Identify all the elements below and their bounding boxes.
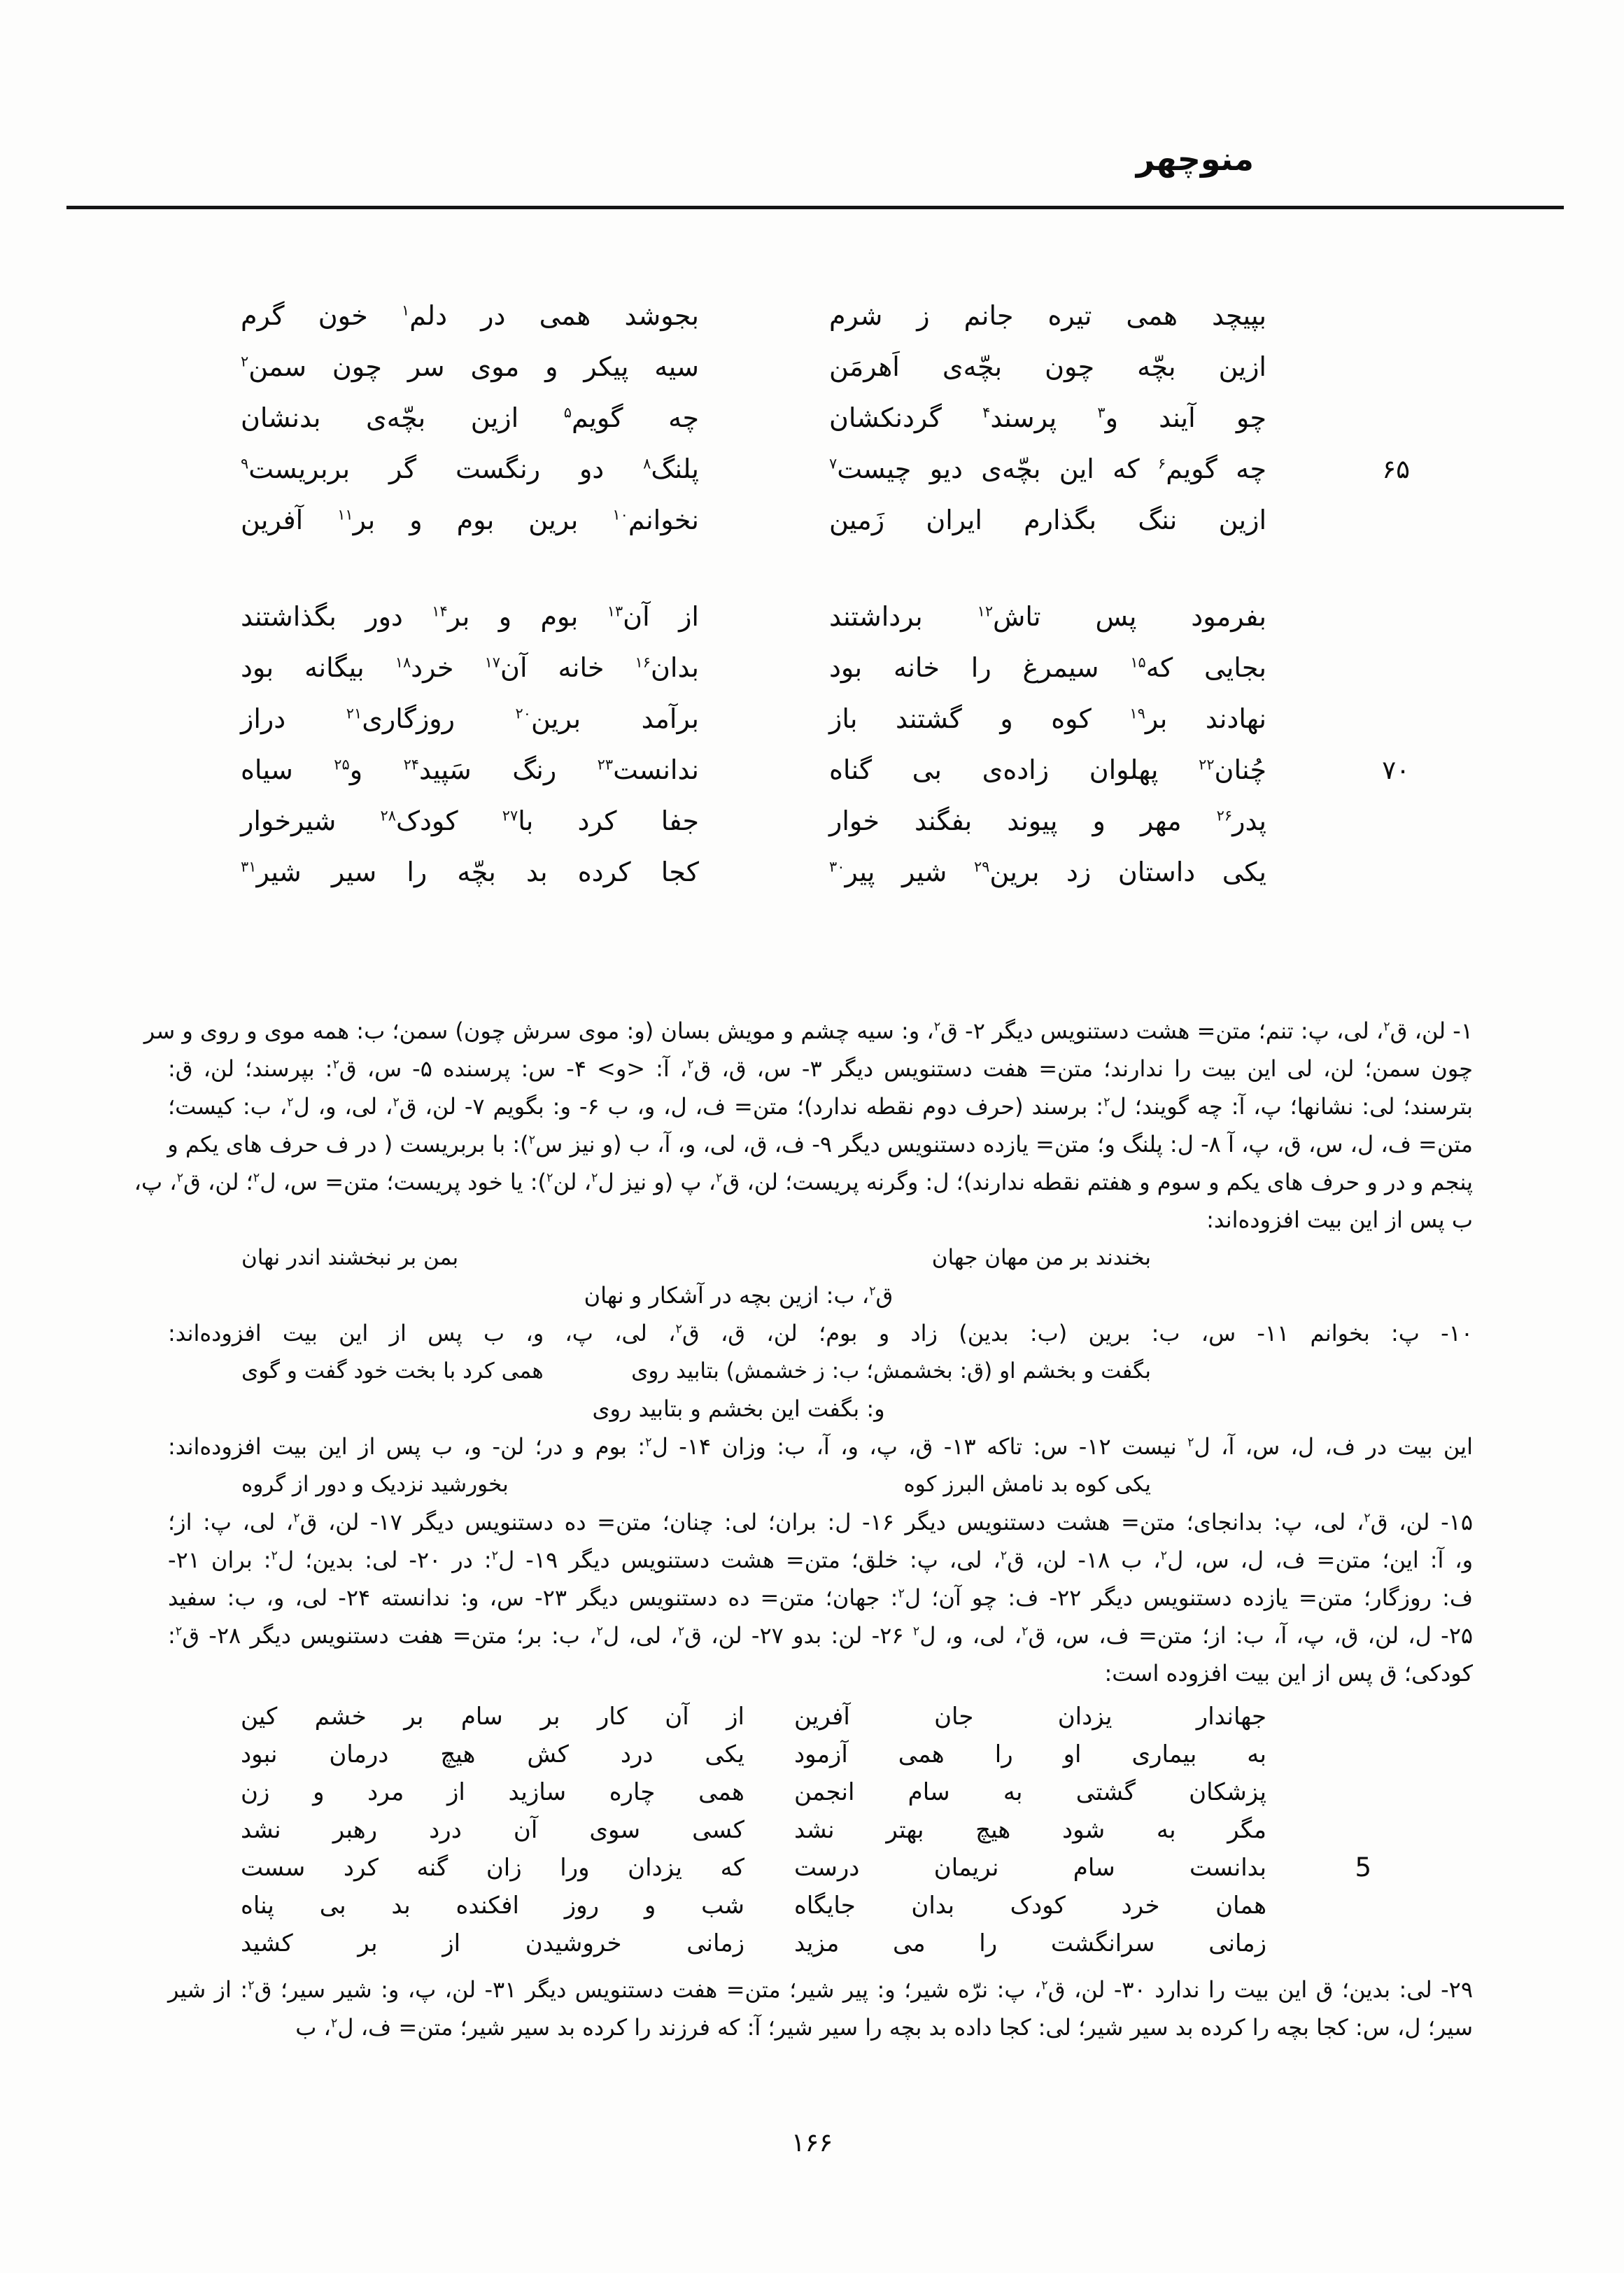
inserted-poem-row bbox=[241, 1924, 1266, 1962]
apparatus-note: ق$^۲$، ب: ازین بچه در آشکار و نهان bbox=[584, 1282, 894, 1309]
hemistich-right: مگر به شود هیچ بهتر نشد bbox=[794, 1816, 1266, 1844]
hemistich-left: که یزدان ورا زان گنه کرد سست bbox=[241, 1854, 744, 1882]
inserted-couplet bbox=[241, 1352, 1151, 1390]
inserted-couplet bbox=[241, 1239, 1151, 1276]
hemistich-left: ندانست$^{۲۳}$ رنگ سَپید$^{۲۴}$ و$^{۲۵}$ سیاه bbox=[241, 754, 699, 785]
hemistich-right: پزشکان گشتی به سام انجمن bbox=[794, 1778, 1266, 1806]
header-rule bbox=[66, 206, 1564, 209]
critical-apparatus bbox=[134, 1012, 1474, 2046]
hemistich-left: نخوانم$^{۱۰}$ برین بوم و بر$^{۱۱}$ آفرین bbox=[241, 505, 699, 535]
inserted-poem bbox=[241, 1698, 1371, 1962]
inserted-hemistich-left: بخورشید نزدیک و دور از گروه bbox=[241, 1472, 509, 1497]
apparatus-line: ۱- لن، ق$^۲$، لی، پ: تنم؛ متن= هشت دستنویس دیگر ۲- ق$^۲$، و: سیه چشم و مویش بسان (و: موی سرش چون) سمن؛ ب: همه موی و روی و سر bbox=[143, 1018, 1473, 1044]
poem-couplet-row bbox=[241, 591, 1266, 642]
page-title: منوچهر bbox=[1136, 140, 1254, 178]
inserted-hemistich-left: بمن بر نبخشند اندر نهان bbox=[241, 1245, 459, 1270]
hemistich-left: از آن کار بر سام بر خشم کین bbox=[241, 1703, 744, 1731]
apparatus-note: و: بگفت این بخشم و بتابید روی bbox=[592, 1395, 885, 1422]
hemistich-right: همان خرد کودک بدان جایگاه bbox=[794, 1892, 1266, 1920]
inserted-poem-row bbox=[241, 1736, 1266, 1773]
apparatus-line: ۲۵- ل، لن، ق، پ، آ، ب: از؛ متن= ف، س، ق$^۲$، لی، و، ل$^۲$ ۲۶- لن: بدو ۲۷- لن، ق$^۲$، لی، ل$^۲$، ب: بر؛ متن= هفت دستنویس دیگر ۲۸- ق$^۲$: bbox=[168, 1622, 1474, 1649]
hemistich-right: بفرمود پس تاش$^{۱۲}$ برداشتند bbox=[829, 601, 1266, 632]
poem-group bbox=[241, 591, 1410, 898]
hemistich-left: پلنگ$^۸$ دو رنگست گر بربریست$^۹$ bbox=[241, 453, 699, 484]
hemistich-left: کسی سوی آن درد رهبر نشد bbox=[241, 1816, 744, 1844]
poem-couplet-row bbox=[241, 290, 1266, 342]
hemistich-right: چه گویم$^۶$ که این بچّه‌ی دیو چیست$^۷$ bbox=[829, 453, 1266, 484]
hemistich-left: جفا کرد با$^{۲۷}$ کودک$^{۲۸}$ شیرخوار bbox=[241, 805, 699, 836]
hemistich-left: برآمد برین$^{۲۰}$ روزگاری$^{۲۱}$ دراز bbox=[241, 703, 699, 734]
apparatus-line: و، آ: این؛ متن= ف، ل، س، ل$^۲$، ب ۱۸- لن، ق$^۲$، لی، پ: خلق؛ متن= هشت دستنویس دیگر ۱۹- ل$^۲$: در ۲۰- لی: بدین؛ ل$^۲$: بران ۲۱- bbox=[168, 1547, 1474, 1573]
hemistich-left: همی چاره سازید از مرد و زن bbox=[241, 1778, 744, 1806]
poem-couplet-row bbox=[241, 642, 1266, 694]
apparatus-line-short: کودکی؛ ق پس از این بیت افزوده است: bbox=[1104, 1660, 1473, 1687]
inserted-hemistich-left: همی کرد با بخت خود گفت و گوی bbox=[241, 1358, 544, 1384]
hemistich-right: چو آیند و$^۳$ پرسند$^۴$ گردنکشان bbox=[829, 402, 1266, 433]
poem-couplet-row bbox=[241, 694, 1266, 745]
hemistich-left: سیه پیکر و موی سر چون سمن$^۲$ bbox=[241, 351, 699, 382]
hemistich-right: بدانست سام نریمان درست bbox=[794, 1854, 1266, 1882]
apparatus-line: چون سمن؛ لن، لی این بیت را ندارند؛ متن= هفت دستنویس دیگر ۳- س، ق، ق$^۲$، آ: <و> ۴- س: پرسنده ۵- س، ق$^۲$: بپرسند؛ لن، ق: bbox=[168, 1055, 1474, 1082]
apparatus-line: ۱۵- لن، ق$^۲$، لی، پ: بدانجای؛ متن= هشت دستنویس دیگر ۱۶- ل: بران؛ لی: چنان؛ متن= ده دستنویس دیگر ۱۷- لن، ق$^۲$، لی، پ: از؛ bbox=[168, 1509, 1474, 1535]
apparatus-line: پنجم و در و حرف های یکم و سوم و هفتم نقطه ندارند)؛ ل: وگرنه پریست؛ لن، ق$^۲$، پ (و نیز ل$^۲$، لن$^۲$): یا خود پریست؛ متن= س، ل$^۲$؛ لن، ق$^۲$، پ، bbox=[134, 1169, 1473, 1195]
hemistich-left: یکی درد کش هیچ درمان نبود bbox=[241, 1740, 744, 1768]
hemistich-right: زمانی سرانگشت را می مزید bbox=[794, 1929, 1266, 1957]
main-poem bbox=[241, 290, 1410, 898]
apparatus-final bbox=[168, 1971, 1473, 2046]
poem-couplet-row bbox=[241, 745, 1410, 796]
inserted-couplet bbox=[241, 1465, 1151, 1503]
verse-number: ۷۰ bbox=[1382, 755, 1410, 785]
hemistich-right: نهادند بر$^{۱۹}$ کوه و گشتند باز bbox=[829, 703, 1266, 734]
hemistich-left: شب و روز افکنده بد بی پناه bbox=[241, 1892, 744, 1920]
inserted-poem-row bbox=[241, 1849, 1371, 1887]
apparatus-line: ف: روزگار؛ متن= یازده دستنویس دیگر ۲۲- ف: چو آن؛ ل$^۲$: جهان؛ متن= ده دستنویس دیگر ۲۳- س، و: ندانسته ۲۴- لی، و، ب: سفید bbox=[168, 1584, 1474, 1611]
hemistich-left: بدان$^{۱۶}$ خانه آن$^{۱۷}$ خرد$^{۱۸}$ بیگانه بود bbox=[241, 652, 699, 683]
apparatus-line: بترسند؛ لی: نشانها؛ پ، آ: چه گویند؛ ل$^۲$: برسند (حرف دوم نقطه ندارد)؛ متن= ف، ل، و، ب ۶- و: بگویم ۷- لن، ق$^۲$، لی، و، ل$^۲$، ب: کیست؛ bbox=[168, 1093, 1474, 1120]
poem-couplet-row bbox=[241, 342, 1266, 393]
hemistich-right: پدر$^{۲۶}$ مهر و پیوند بفگند خوار bbox=[829, 805, 1266, 836]
poem-couplet-row bbox=[241, 847, 1266, 898]
hemistich-right: بپیچد همی تیره جانم ز شرم bbox=[829, 300, 1266, 331]
inserted-poem-row bbox=[241, 1887, 1266, 1924]
verse-number: ۶۵ bbox=[1382, 454, 1410, 484]
hemistich-left: از آن$^{۱۳}$ بوم و بر$^{۱۴}$ دور بگذاشتند bbox=[241, 601, 699, 632]
inserted-poem-row bbox=[241, 1811, 1266, 1849]
poem-couplet-row bbox=[241, 444, 1410, 495]
hemistich-right: چُنان$^{۲۲}$ پهلوان زاده‌ی بی گناه bbox=[829, 754, 1266, 785]
hemistich-left: چه گویم$^۵$ ازین بچّه‌ی بدنشان bbox=[241, 402, 699, 433]
inserted-hemistich-right: یکی کوه بد نامش البرز کوه bbox=[903, 1472, 1151, 1497]
poem-group bbox=[241, 290, 1410, 546]
page-number: ۱۶۶ bbox=[791, 2127, 833, 2158]
apparatus-line: ۲۹- لی: بدین؛ ق این بیت را ندارد ۳۰- لن، ق$^۲$، پ: نرّه شیر؛ و: پیر شیر؛ متن= هفت دستنویس دیگر ۳۱- لن، پ، و: شیر سیر؛ ق$^۲$: از شیر bbox=[168, 1976, 1474, 2003]
poem-couplet-row bbox=[241, 393, 1266, 444]
poem-couplet-row bbox=[241, 495, 1266, 546]
hemistich-right: بجایی که$^{۱۵}$ سیمرغ را خانه بود bbox=[829, 652, 1266, 683]
hemistich-left: زمانی خروشیدن از بر کشید bbox=[241, 1929, 744, 1957]
poem-couplet-row bbox=[241, 796, 1266, 847]
hemistich-right: به بیماری او را همی آزمود bbox=[794, 1740, 1266, 1768]
apparatus-line: متن= ف، ل، س، ق، پ، آ ۸- ل: پلنگ و؛ متن= یازده دستنویس دیگر ۹- ف، ق، لی، و، آ، ب (و نیز س$^۲$): با بربریست ( در ف حرف های یکم و bbox=[167, 1131, 1473, 1157]
inserted-poem-row bbox=[241, 1698, 1266, 1736]
inserted-hemistich-right: بگفت و بخشم او (ق: بخشمش؛ ب: ز خشمش) بتابید روی bbox=[631, 1358, 1151, 1384]
hemistich-right: ازین بچّه چون بچّه‌ی اَهرمَن bbox=[829, 351, 1266, 382]
apparatus-line: ۱۰- پ: بخوانم ۱۱- س، ب: برین (ب: بدین) زاد و بوم؛ لن، ق، ق$^۲$، لی، پ، و، ب پس از این بیت افزوده‌اند: bbox=[168, 1320, 1474, 1346]
apparatus-line: این بیت در ف، ل، س، آ، ل$^۲$ نیست ۱۲- س: تاکه ۱۳- ق، پ، و، آ، ب: وزان ۱۴- ل$^۲$: بوم و در؛ لن- و، ب پس از این بیت افزوده‌اند: bbox=[168, 1433, 1474, 1460]
inserted-poem-row bbox=[241, 1773, 1266, 1811]
margin-number: 5 bbox=[1355, 1852, 1371, 1883]
apparatus-line: سیر؛ ل، س: کجا بچه را کرده بد سیر شیر؛ لی: کجا داده بد بچه را سیر شیر؛ آ: که فرزند را کرده بد سیر شیر؛ متن= ف، ل$^۲$، ب bbox=[295, 2014, 1473, 2041]
hemistich-right: یکی داستان زد برین$^{۲۹}$ شیر پیر$^{۳۰}$ bbox=[829, 857, 1266, 887]
apparatus-line-short: ب پس از این بیت افزوده‌اند: bbox=[1206, 1206, 1473, 1233]
inserted-hemistich-right: بخندند بر من مهان جهان bbox=[931, 1245, 1151, 1270]
hemistich-left: کجا کرده بد بچّه را سیر شیر$^{۳۱}$ bbox=[241, 857, 699, 887]
hemistich-left: بجوشد همی در دلم$^۱$ خون گرم bbox=[241, 300, 699, 331]
hemistich-right: ازین ننگ بگذارم ایران زَمین bbox=[829, 505, 1266, 535]
hemistich-right: جهاندار یزدان جان آفرین bbox=[794, 1703, 1266, 1731]
